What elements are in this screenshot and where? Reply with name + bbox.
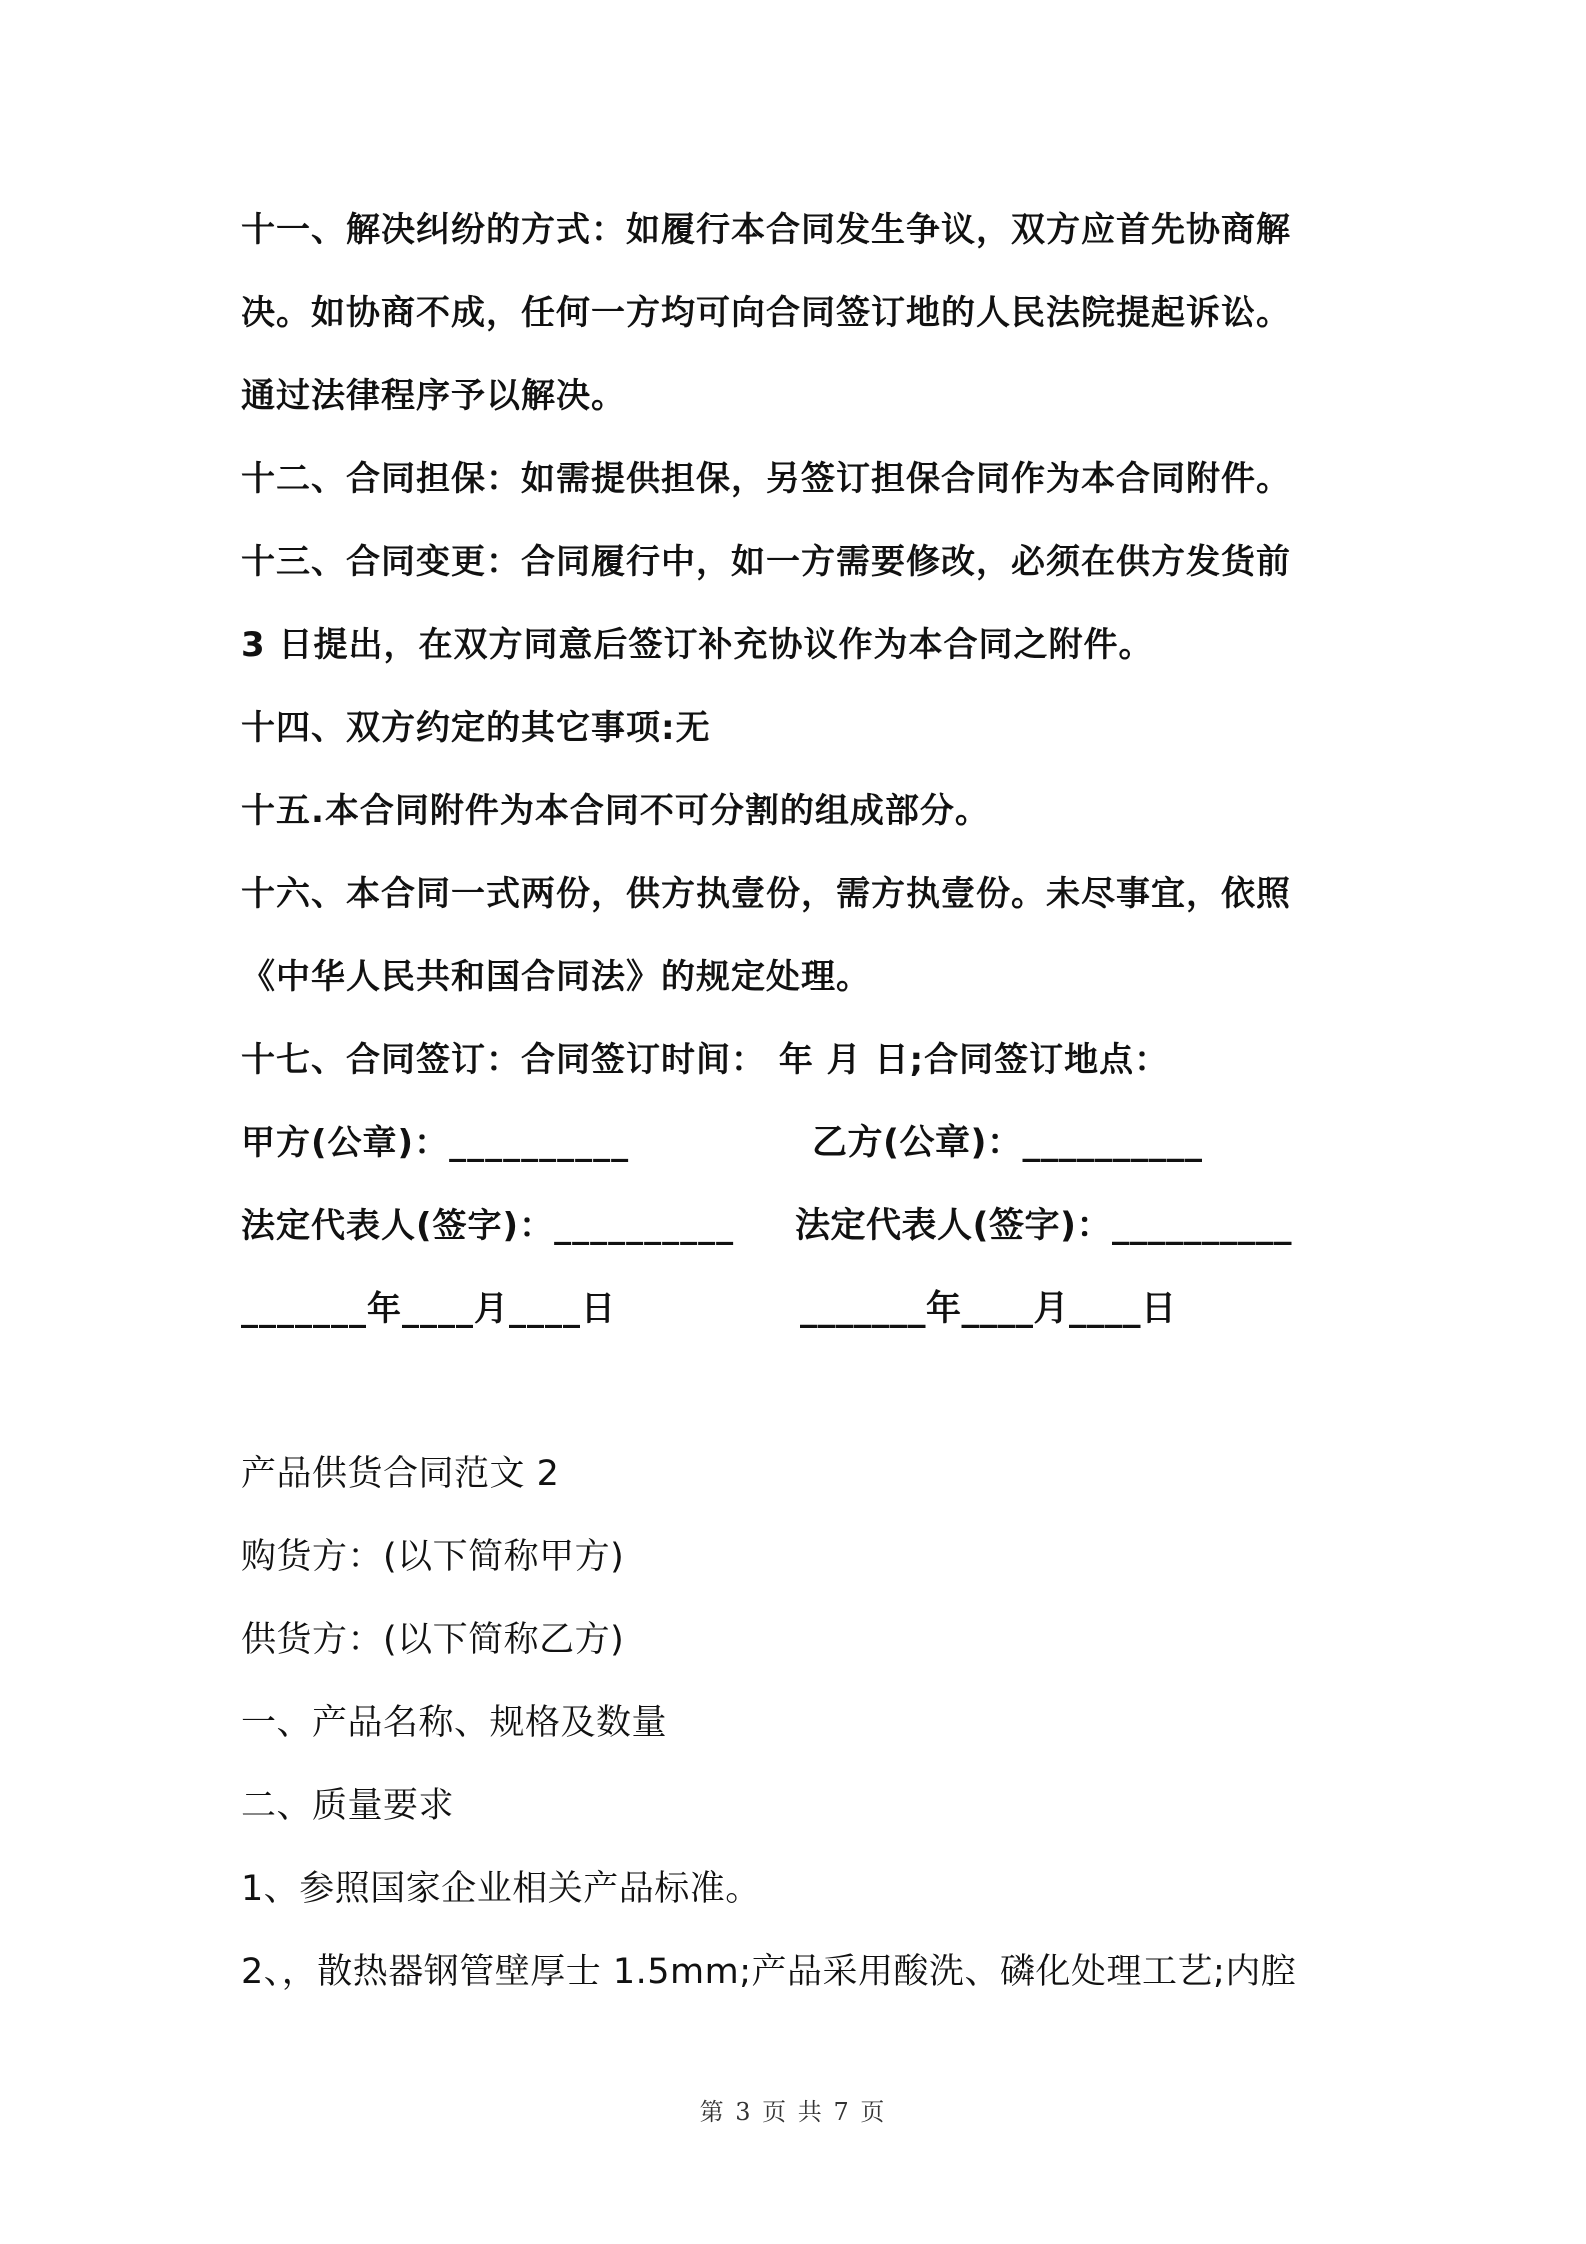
clause-15-line: 十五.本合同附件为本合同不可分割的组成部分。	[241, 791, 990, 831]
party-a-rep-field: 法定代表人(签字)：__________	[241, 1206, 735, 1246]
section-2-title: 产品供货合同范文 2	[241, 1454, 560, 1494]
party-b-seal-field: 乙方(公章)：__________	[812, 1123, 1203, 1163]
clause-11-line-3: 通过法律程序予以解决。	[241, 376, 626, 416]
party-b-date-field: _______年____月____日	[800, 1289, 1177, 1329]
clause-12-line: 十二、合同担保：如需提供担保，另签订担保合同作为本合同附件。	[241, 459, 1291, 499]
clause-14-line: 十四、双方约定的其它事项:无	[241, 708, 711, 748]
page-number-footer: 第 3 页 共 7 页	[699, 2098, 887, 2126]
clause-13-line-2: 3 日提出，在双方同意后签订补充协议作为本合同之附件。	[241, 625, 1154, 665]
party-a-seal-field: 甲方(公章)：__________	[241, 1123, 630, 1163]
section-2-item-1: 一、产品名称、规格及数量	[241, 1703, 668, 1743]
clause-16-line-2: 《中华人民共和国合同法》的规定处理。	[241, 957, 871, 997]
supplier-line: 供货方：(以下简称乙方)	[241, 1620, 625, 1660]
clause-13-line-1: 十三、合同变更：合同履行中，如一方需要修改，必须在供方发货前	[241, 542, 1291, 582]
clause-16-line-1: 十六、本合同一式两份，供方执壹份，需方执壹份。未尽事宜，依照	[241, 874, 1291, 914]
clause-11-line-1: 十一、解决纠纷的方式：如履行本合同发生争议，双方应首先协商解	[241, 210, 1291, 250]
section-2-item-2: 二、质量要求	[241, 1786, 455, 1826]
party-b-rep-field: 法定代表人(签字)：__________	[795, 1206, 1292, 1246]
buyer-line: 购货方：(以下简称甲方)	[241, 1537, 625, 1577]
quality-point-1: 1、参照国家企业相关产品标准。	[241, 1869, 761, 1909]
quality-point-2: 2、，散热器钢管壁厚士 1.5mm;产品采用酸洗、磷化处理工艺;内腔	[241, 1952, 1297, 1992]
party-a-date-field: _______年____月____日	[241, 1289, 616, 1329]
clause-17-line: 十七、合同签订：合同签订时间： 年 月 日;合同签订地点：	[241, 1040, 1170, 1080]
clause-11-line-2: 决。如协商不成，任何一方均可向合同签订地的人民法院提起诉讼。	[241, 293, 1291, 333]
